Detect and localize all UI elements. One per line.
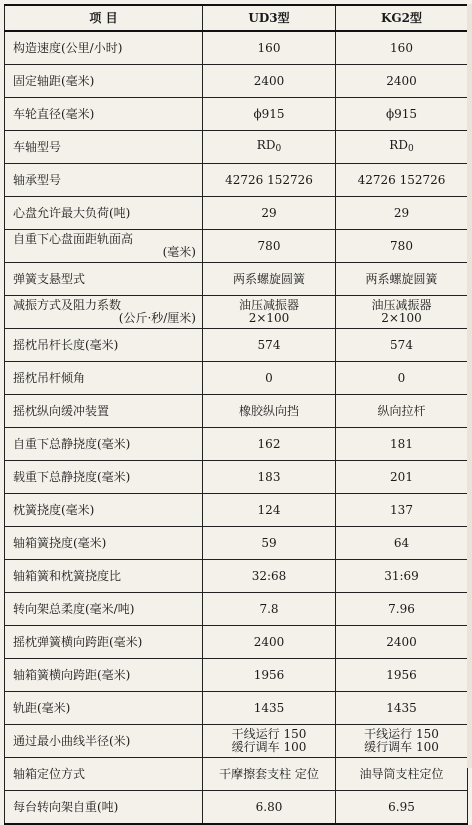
row-label-line1: 减振方式及阻力系数 (13, 298, 122, 312)
row-label: 摇枕吊杆长度(毫米) (5, 329, 203, 362)
table-row (5, 494, 468, 527)
ud3-value: 橡胶纵向挡 (203, 395, 336, 428)
row-label: 摇枕吊杆倾角 (5, 362, 203, 395)
kg2-value: ϕ915 (336, 98, 468, 131)
bogie-spec-table (4, 4, 468, 825)
value-line2: 缓行调车 100 (364, 740, 439, 754)
row-label: 弹簧支悬型式 (5, 263, 203, 296)
header-item: 项 目 (5, 5, 203, 31)
row-label: 车轮直径(毫米) (5, 98, 203, 131)
kg2-value: 6.95 (336, 791, 468, 825)
kg2-value: 31:69 (336, 560, 468, 593)
ud3-value: 183 (203, 461, 336, 494)
row-label: 枕簧挠度(毫米) (5, 494, 203, 527)
row-label: 转向架总柔度(毫米/吨) (5, 593, 203, 626)
value-line2: 2×100 (248, 311, 290, 325)
table-row (5, 560, 468, 593)
spec-table-container (4, 4, 468, 825)
table-row (5, 164, 468, 197)
kg2-value: 574 (336, 329, 468, 362)
value-subscript: 0 (275, 143, 282, 154)
kg2-value: 137 (336, 494, 468, 527)
ud3-value: 162 (203, 428, 336, 461)
kg2-value: 780 (336, 230, 468, 263)
value-line1: 油压减振器 (238, 298, 299, 312)
table-row (5, 131, 468, 164)
table-row (5, 725, 468, 758)
row-label: 车轴型号 (5, 131, 203, 164)
row-label: 固定轴距(毫米) (5, 65, 203, 98)
table-row (5, 197, 468, 230)
kg2-value: 纵向拉杆 (336, 395, 468, 428)
row-label (5, 230, 203, 263)
value-main: RD (256, 137, 276, 152)
kg2-value: 2400 (336, 626, 468, 659)
kg2-value: 42726 152726 (336, 164, 468, 197)
kg2-value: 2400 (336, 65, 468, 98)
value-subscript: 0 (407, 143, 414, 154)
value-line1: 油压减振器 (371, 298, 432, 312)
kg2-value (336, 296, 468, 329)
row-label: 载重下总静挠度(毫米) (5, 461, 203, 494)
table-row (5, 329, 468, 362)
value-line1: 干线运行 150 (364, 727, 439, 741)
ud3-value: 0 (203, 362, 336, 395)
table-row (5, 659, 468, 692)
ud3-value: 124 (203, 494, 336, 527)
kg2-value: 两系螺旋圆簧 (336, 263, 468, 296)
ud3-value: 59 (203, 527, 336, 560)
ud3-value: 32:68 (203, 560, 336, 593)
table-row (5, 263, 468, 296)
row-label: 心盘允许最大负荷(吨) (5, 197, 203, 230)
table-row (5, 428, 468, 461)
row-label: 轴承型号 (5, 164, 203, 197)
ud3-value: 574 (203, 329, 336, 362)
kg2-value: 29 (336, 197, 468, 230)
kg2-value: 油导筒支柱定位 (336, 758, 468, 791)
kg2-value: 1956 (336, 659, 468, 692)
ud3-value (203, 296, 336, 329)
table-row (5, 692, 468, 725)
ud3-value: 2400 (203, 626, 336, 659)
kg2-value: 64 (336, 527, 468, 560)
value-line2: 缓行调车 100 (231, 740, 307, 754)
ud3-value: 干摩擦套支柱 定位 (203, 758, 336, 791)
row-label-unit: (毫米) (162, 245, 196, 259)
kg2-value: 181 (336, 428, 468, 461)
table-row (5, 230, 468, 263)
row-label: 摇枕弹簧横向跨距(毫米) (5, 626, 203, 659)
kg2-value: 1435 (336, 692, 468, 725)
table-row (5, 362, 468, 395)
kg2-value (336, 725, 468, 758)
table-header-row (5, 5, 468, 31)
row-label: 摇枕纵向缓冲装置 (5, 395, 203, 428)
ud3-value: ϕ915 (203, 98, 336, 131)
ud3-value: 1956 (203, 659, 336, 692)
value-line1: 干线运行 150 (231, 727, 307, 741)
value-line2: 2×100 (381, 311, 422, 325)
value-main: RD (389, 137, 408, 152)
ud3-value: 2400 (203, 65, 336, 98)
table-row (5, 791, 468, 825)
table-row (5, 65, 468, 98)
header-ud3: UD3型 (203, 5, 336, 31)
kg2-value: 160 (336, 31, 468, 65)
table-row (5, 527, 468, 560)
row-label: 轴箱簧和枕簧挠度比 (5, 560, 203, 593)
kg2-value: 0 (336, 362, 468, 395)
page-edge (467, 4, 472, 768)
table-row (5, 758, 468, 791)
table-row (5, 593, 468, 626)
ud3-value: 29 (203, 197, 336, 230)
table-row (5, 98, 468, 131)
row-label-unit: (公斤·秒/厘米) (118, 311, 196, 325)
row-label: 每台转向架自重(吨) (5, 791, 203, 825)
ud3-value: 7.8 (203, 593, 336, 626)
row-label: 自重下总静挠度(毫米) (5, 428, 203, 461)
ud3-value (203, 725, 336, 758)
row-label: 轨距(毫米) (5, 692, 203, 725)
row-label: 通过最小曲线半径(米) (5, 725, 203, 758)
table-row (5, 626, 468, 659)
table-row (5, 31, 468, 65)
row-label: 构造速度(公里/小时) (5, 31, 203, 65)
row-label (5, 296, 203, 329)
kg2-value: 7.96 (336, 593, 468, 626)
kg2-value (336, 131, 468, 164)
row-label: 轴箱定位方式 (5, 758, 203, 791)
ud3-value: 1435 (203, 692, 336, 725)
row-label: 轴箱簧横向跨距(毫米) (5, 659, 203, 692)
row-label-line1: 自重下心盘面距轨面高 (13, 232, 134, 246)
ud3-value (203, 131, 336, 164)
ud3-value: 42726 152726 (203, 164, 336, 197)
ud3-value: 160 (203, 31, 336, 65)
row-label: 轴箱簧挠度(毫米) (5, 527, 203, 560)
table-row (5, 461, 468, 494)
header-kg2: KG2型 (336, 5, 468, 31)
ud3-value: 两系螺旋圆簧 (203, 263, 336, 296)
table-row (5, 395, 468, 428)
ud3-value: 780 (203, 230, 336, 263)
table-row (5, 296, 468, 329)
kg2-value: 201 (336, 461, 468, 494)
ud3-value: 6.80 (203, 791, 336, 825)
